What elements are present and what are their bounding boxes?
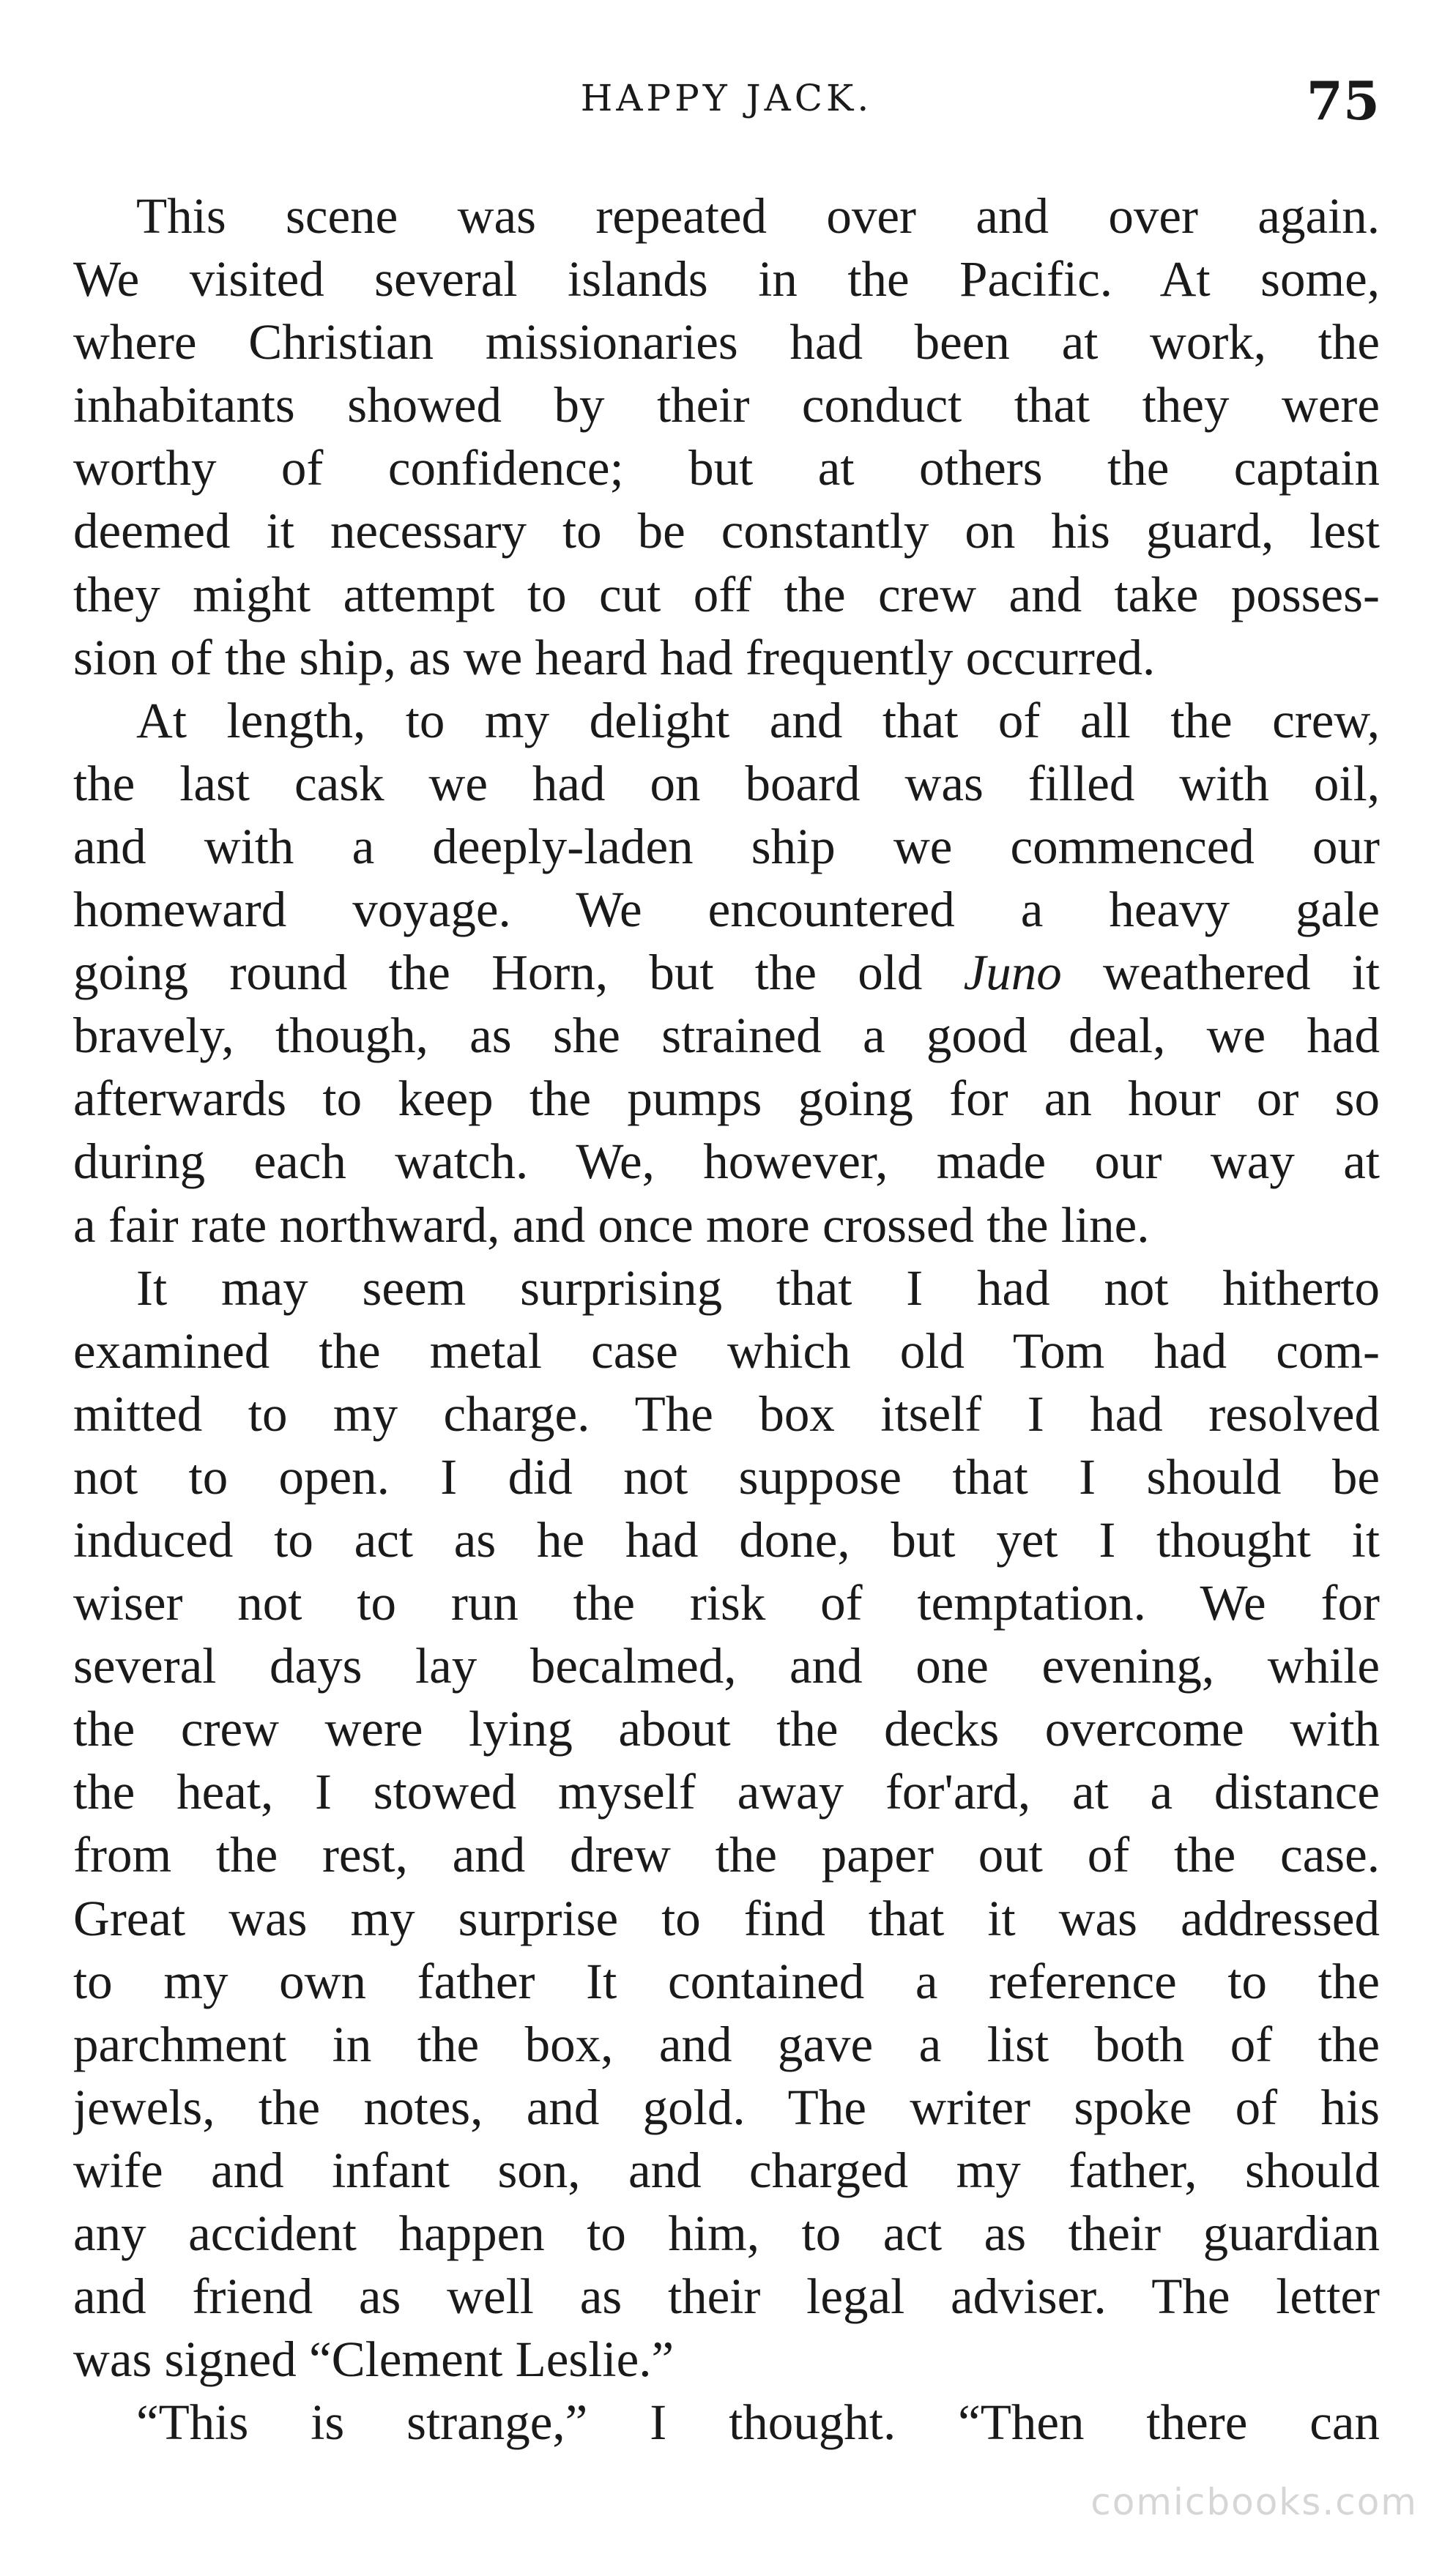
ship-name: Juno <box>963 945 1062 1001</box>
text-line: several days lay becalmed, and one evening, while <box>73 1638 1380 1694</box>
text-line: going round the Horn, but the old Juno weathered it <box>73 945 1380 1001</box>
text-line: the heat, I stowed myself away for'ard, at a distance <box>73 1764 1380 1820</box>
text-line: inhabitants showed by their conduct that they were <box>73 377 1380 433</box>
text-line: parchment in the box, and gave a list both of the <box>73 2016 1380 2072</box>
text-line: afterwards to keep the pumps going for an hour or so <box>73 1071 1380 1127</box>
text-line: mitted to my charge. The box itself I had resolved <box>73 1385 1380 1442</box>
text-line: bravely, though, as she strained a good deal, we had <box>73 1008 1380 1064</box>
text-line: a fair rate northward, and once more crossed the line. <box>73 1196 1150 1253</box>
text-line: and friend as well as their legal adviser. The letter <box>73 2268 1380 2325</box>
paragraph-first-line: At length, to my delight and that of all the crew, <box>136 692 1380 748</box>
text-line: homeward voyage. We encountered a heavy gale <box>73 882 1380 938</box>
running-head: HAPPY JACK. <box>580 77 873 119</box>
paragraph-first-line: This scene was repeated over and over again. <box>136 188 1380 244</box>
text-line: induced to act as he had done, but yet I thought it <box>73 1511 1380 1568</box>
text-line: they might attempt to cut off the crew and take posses- <box>73 566 1380 622</box>
watermark: comicbooks.com <box>1090 2481 1418 2523</box>
text-line: the crew were lying about the decks overcome with <box>73 1701 1380 1757</box>
text-line: wiser not to run the risk of temptation. We for <box>73 1575 1380 1631</box>
text-line: to my own father It contained a reference to the <box>73 1953 1380 2009</box>
text-line: worthy of confidence; but at others the captain <box>73 440 1380 496</box>
text-line: from the rest, and drew the paper out of the case. <box>73 1827 1380 1883</box>
paragraph-first-line: “This is strange,” I thought. “Then there can <box>136 2394 1380 2451</box>
text-line: any accident happen to him, to act as their guardian <box>73 2205 1380 2261</box>
text-line: not to open. I did not suppose that I should be <box>73 1448 1380 1505</box>
text-line: during each watch. We, however, made our way at <box>73 1133 1380 1190</box>
text-line: and with a deeply-laden ship we commenced our <box>73 818 1380 874</box>
page-number: 75 <box>1306 70 1380 132</box>
text-line: where Christian missionaries had been at work, the <box>73 314 1380 371</box>
text-line: We visited several islands in the Pacific. At some, <box>73 251 1380 308</box>
text-line: was signed “Clement Leslie.” <box>73 2331 675 2388</box>
paragraph-first-line: It may seem surprising that I had not hitherto <box>136 1259 1380 1316</box>
text-line: sion of the ship, as we heard had frequently occurred. <box>73 629 1156 685</box>
text-line: the last cask we had on board was filled with oil, <box>73 755 1380 811</box>
text-line: jewels, the notes, and gold. The writer spoke of his <box>73 2079 1380 2135</box>
text-line: deemed it necessary to be constantly on his guard, lest <box>73 503 1380 559</box>
body-text <box>73 185 1380 2454</box>
text-line: Great was my surprise to find that it was addressed <box>73 1890 1380 1946</box>
page-header <box>73 70 1380 150</box>
text-line: wife and infant son, and charged my father, should <box>73 2142 1380 2198</box>
text-line: examined the metal case which old Tom had com- <box>73 1322 1380 1379</box>
